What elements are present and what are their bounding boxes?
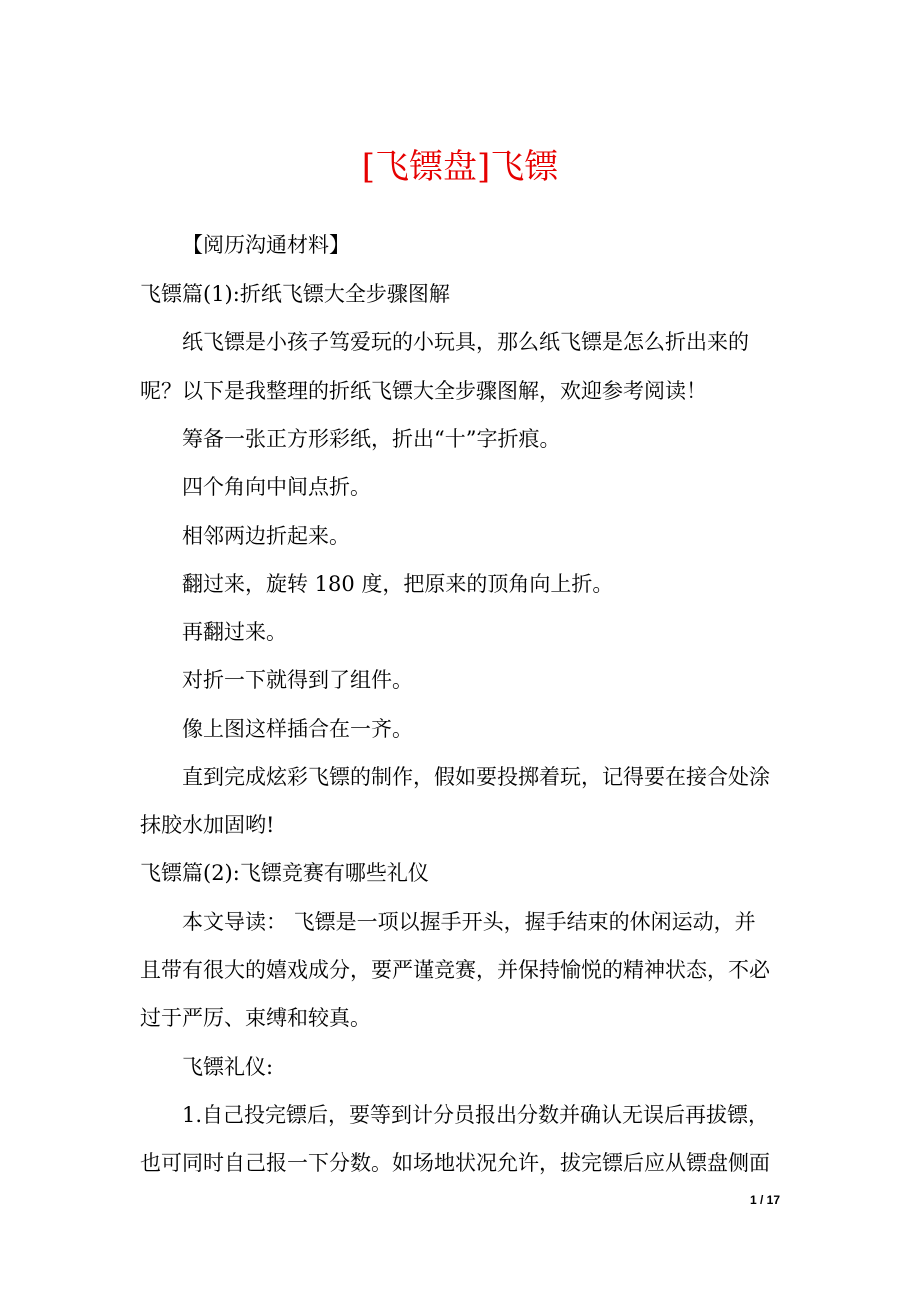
paragraph-line: 筹备一张正方形彩纸，折出“十”字折痕。	[182, 427, 561, 451]
paragraph-line: 也可同时自己报一下分数。如场地状况允许，拔完镖后应从镖盘侧面	[140, 1151, 770, 1175]
paragraph-line: 飞镖礼仪:	[182, 1055, 274, 1079]
section-heading-1: 飞镖篇(1):折纸飞镖大全步骤图解	[140, 282, 450, 306]
paragraph-line: 四个角向中间点折。	[182, 475, 371, 499]
paragraph-line: 过于严厉、束缚和较真。	[140, 1006, 371, 1030]
paragraph-line: 纸飞镖是小孩子笃爱玩的小玩具，那么纸飞镖是怎么折出来的	[182, 330, 749, 354]
paragraph-line: 本文导读： 飞镖是一项以握手开头，握手结束的休闲运动，并	[182, 910, 756, 934]
paragraph-line: 直到完成炫彩飞镖的制作，假如要投掷着玩，记得要在接合处涂	[182, 765, 770, 789]
paragraph-line: 对折一下就得到了组件。	[182, 668, 413, 692]
paragraph-line: 且带有很大的嬉戏成分，要严谨竞赛，并保持愉悦的精神状态，不必	[140, 958, 770, 982]
paragraph-line: 呢？以下是我整理的折纸飞镖大全步骤图解，欢迎参考阅读！	[140, 379, 707, 403]
paragraph-line: 抹胶水加固哟!	[140, 813, 275, 837]
paragraph-line: 1.自己投完镖后，要等到计分员报出分数并确认无误后再拔镖，	[182, 1103, 770, 1127]
paragraph-line: 再翻过来。	[182, 620, 287, 644]
paragraph-line: 翻过来，旋转 180 度，把原来的顶角向上折。	[182, 572, 614, 596]
document-title: [飞镖盘]飞镖	[361, 147, 559, 187]
source-label: 【阅历沟通材料】	[182, 233, 350, 257]
page-number: 1 / 17	[749, 1193, 780, 1207]
paragraph-line: 相邻两边折起来。	[182, 524, 350, 548]
paragraph-line: 像上图这样插合在一齐。	[182, 717, 413, 741]
section-heading-2: 飞镖篇(2):飞镖竞赛有哪些礼仪	[140, 861, 429, 885]
